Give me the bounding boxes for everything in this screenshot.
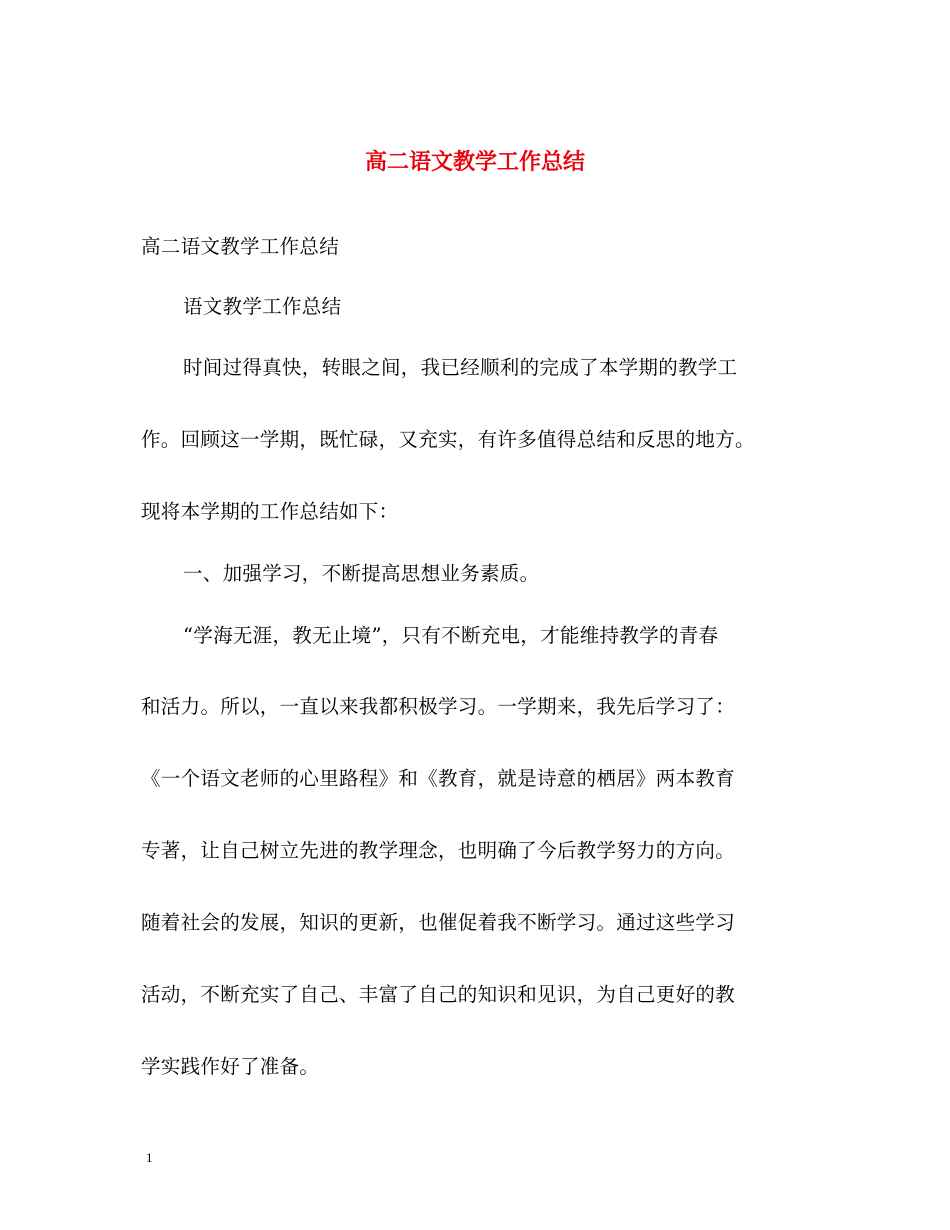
text-line-subheading: 语文教学工作总结	[183, 295, 342, 318]
text-line: 时间过得真快，转眼之间，我已经顺利的完成了本学期的教学工	[183, 356, 738, 379]
text-line: 《一个语文老师的心里路程》和《教育，就是诗意的栖居》两本教育	[141, 767, 736, 790]
text-line: 专著，让自己树立先进的教学理念，也明确了今后教学努力的方向。	[141, 839, 736, 862]
page-number: 1	[146, 1150, 153, 1165]
section-heading: 一、加强学习，不断提高思想业务素质。	[183, 562, 540, 585]
text-line: “学海无涯，教无止境”，只有不断充电，才能维持教学的青春	[183, 624, 719, 647]
document-title: 高二语文教学工作总结	[364, 149, 585, 175]
text-line: 作。回顾这一学期，既忙碌，又充实，有许多值得总结和反思的地方。	[141, 428, 755, 451]
text-line: 活动，不断充实了自己、丰富了自己的知识和见识，为自己更好的教	[141, 983, 736, 1006]
text-line: 随着社会的发展，知识的更新，也催促着我不断学习。通过这些学习	[141, 911, 736, 934]
text-line: 和活力。所以，一直以来我都积极学习。一学期来，我先后学习了：	[141, 695, 736, 718]
text-line: 学实践作好了准备。	[141, 1055, 320, 1078]
text-line-heading: 高二语文教学工作总结	[141, 235, 340, 258]
text-line: 现将本学期的工作总结如下：	[141, 500, 399, 523]
